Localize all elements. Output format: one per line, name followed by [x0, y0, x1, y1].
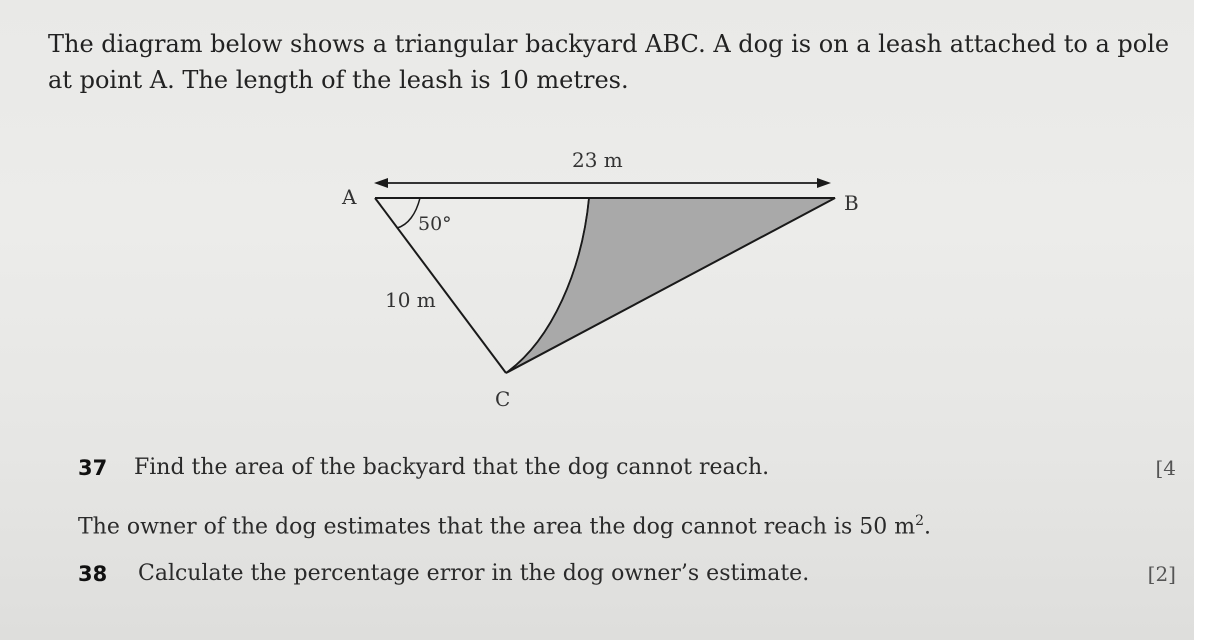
arrow-head-left-icon — [374, 178, 388, 188]
question-text: Calculate the percentage error in the dog owner’s estimate. — [138, 561, 810, 586]
vertex-label-a: A — [342, 185, 357, 209]
marks-badge: [4 — [1155, 456, 1176, 480]
angle-label-a: 50° — [418, 213, 452, 235]
vertex-label-b: B — [844, 191, 859, 215]
triangle-diagram — [330, 140, 890, 420]
angle-arc-a — [397, 198, 420, 228]
marks-badge: [2] — [1147, 562, 1176, 586]
estimate-statement — [78, 505, 931, 543]
intro-line-2: at point A. The length of the leash is 10 metres. — [48, 66, 629, 94]
estimate-superscript: 2 — [915, 513, 924, 529]
vertex-label-c: C — [495, 387, 511, 411]
question-text: Find the area of the backyard that the dog cannot reach. — [134, 455, 770, 480]
estimate-text-end: . — [924, 514, 931, 540]
length-label-ac: 10 m — [385, 288, 436, 312]
length-label-ab: 23 m — [572, 148, 623, 172]
question-37 — [78, 452, 1188, 484]
question-number: 38 — [78, 562, 108, 586]
intro-line-1: The diagram below shows a triangular backyard ABC. A dog is on a leash attached to a pole — [48, 30, 1170, 58]
question-number: 37 — [78, 456, 108, 480]
arrow-head-right-icon — [817, 178, 831, 188]
question-38 — [78, 558, 1188, 590]
intro-paragraph — [48, 26, 1188, 98]
estimate-text: The owner of the dog estimates that the area the dog cannot reach is 50 m — [78, 514, 916, 540]
